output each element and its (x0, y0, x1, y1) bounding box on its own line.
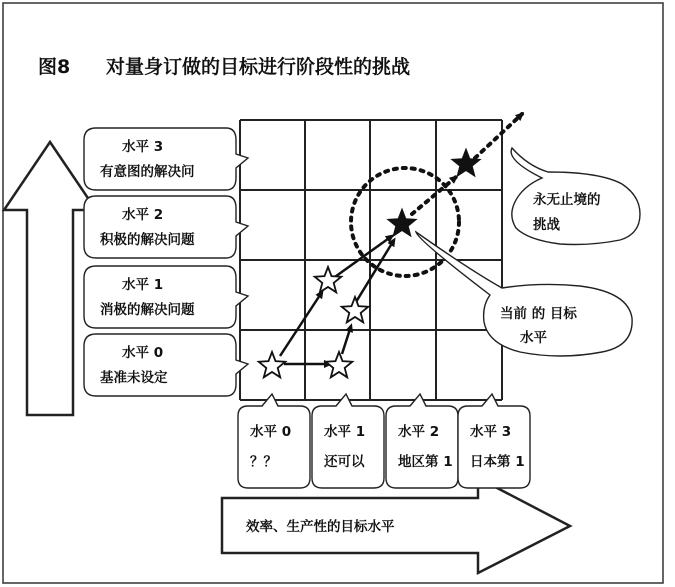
horizontal-level-desc: 地区第 1 (398, 454, 453, 470)
vertical-level-label: 水平 0 (122, 345, 164, 361)
vertical-level-label: 水平 3 (122, 139, 164, 155)
vertical-level-desc: 积极的解决问题 (100, 232, 195, 248)
vertical-level-desc: 有意图的解决问 (100, 164, 195, 180)
vertical-level-label: 水平 1 (122, 277, 164, 293)
horizontal-level-bubble (238, 394, 310, 488)
horizontal-level-label: 水平 0 (250, 424, 292, 440)
horizontal-level-bubble (386, 394, 458, 488)
horizontal-level-desc: 还可以 (324, 454, 365, 470)
vertical-level-bubble (84, 266, 248, 328)
callout-endless-line1: 永无止境的 (533, 192, 601, 208)
vertical-level-bubble (84, 196, 248, 258)
callout-current-line1: 当前 的 目标 (500, 306, 577, 322)
callout-current-line2: 水平 (520, 330, 547, 346)
horizontal-level-desc: 日本第 1 (470, 454, 525, 470)
x-axis-label: 效率、生产性的目标水平 (246, 519, 395, 535)
vertical-level-desc: 消极的解决问题 (100, 302, 195, 318)
horizontal-level-bubble (312, 394, 384, 488)
callout-endless-line2: 挑战 (533, 217, 560, 233)
vertical-level-label: 水平 2 (122, 207, 164, 223)
horizontal-level-bubble (458, 394, 530, 488)
vertical-level-bubble (84, 334, 248, 396)
vertical-level-desc: 基准未设定 (100, 370, 168, 386)
horizontal-level-label: 水平 1 (324, 424, 366, 440)
horizontal-level-label: 水平 3 (470, 424, 512, 440)
figure-number: 图8 (38, 56, 71, 78)
horizontal-level-label: 水平 2 (398, 424, 440, 440)
figure-title: 对量身订做的目标进行阶段性的挑战 (106, 56, 411, 78)
horizontal-level-desc: ？？ (250, 454, 277, 470)
vertical-level-bubble (84, 128, 248, 190)
